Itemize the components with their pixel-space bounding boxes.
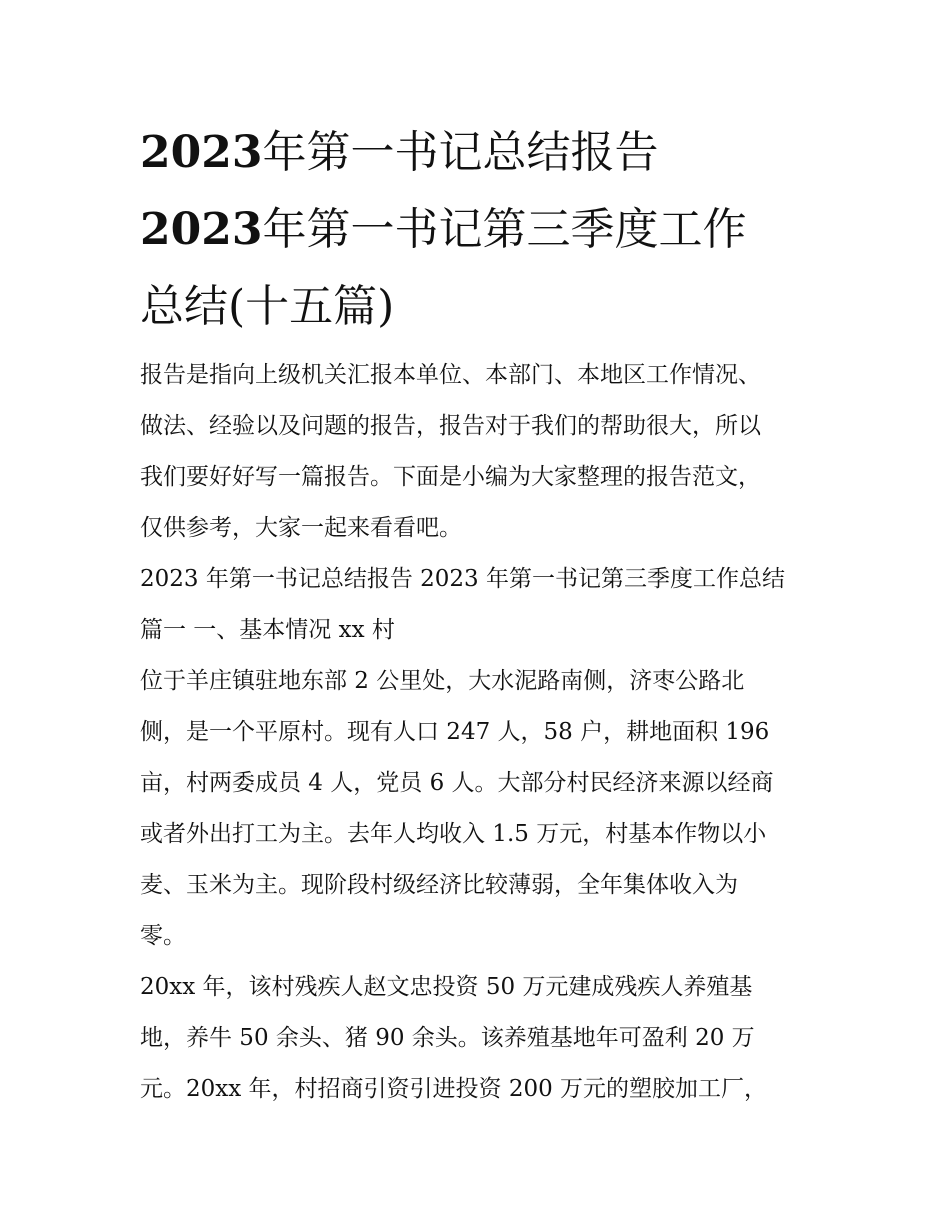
body-line: 20xx 年，该村残疾人赵文忠投资 50 万元建成残疾人养殖基	[140, 974, 753, 1000]
body-line: 仅供参考，大家一起来看看吧。	[140, 515, 462, 541]
document-title	[140, 114, 840, 345]
body-line: 或者外出打工为主。去年人均收入 1.5 万元，村基本作物以小	[140, 821, 767, 847]
title-year: 2023	[140, 204, 263, 255]
body-line: 元。20xx 年，村招商引资引进投资 200 万元的塑胶加工厂，	[140, 1076, 768, 1102]
title-line	[140, 268, 840, 345]
title-line	[140, 191, 840, 268]
body-line: 零。	[140, 923, 186, 949]
body-line: 侧，是一个平原村。现有人口 247 人，58 户，耕地面积 196	[140, 719, 770, 745]
body-line: 2023 年第一书记总结报告 2023 年第一书记第三季度工作总结	[140, 566, 785, 592]
body-line: 做法、经验以及问题的报告，报告对于我们的帮助很大，所以	[140, 413, 761, 439]
title-text: 年第一书记总结报告	[262, 127, 659, 178]
title-line	[140, 114, 840, 191]
title-year: 2023	[140, 127, 263, 178]
title-text: 年第一书记第三季度工作	[262, 204, 747, 255]
body-line: 报告是指向上级机关汇报本单位、本部门、本地区工作情况、	[140, 362, 761, 388]
body-line: 位于羊庄镇驻地东部 2 公里处，大水泥路南侧，济枣公路北	[140, 668, 745, 694]
title-text: 总结(十五篇)	[140, 281, 395, 332]
body-line: 亩，村两委成员 4 人，党员 6 人。大部分村民经济来源以经商	[140, 770, 774, 796]
body-line: 地，养牛 50 余头、猪 90 余头。该养殖基地年可盈利 20 万	[140, 1025, 755, 1051]
body-line: 麦、玉米为主。现阶段村级经济比较薄弱，全年集体收入为	[140, 872, 738, 898]
document-body	[140, 350, 840, 1115]
body-line: 我们要好好写一篇报告。下面是小编为大家整理的报告范文，	[140, 464, 761, 490]
body-line: 篇一 一、基本情况 xx 村	[140, 617, 395, 643]
